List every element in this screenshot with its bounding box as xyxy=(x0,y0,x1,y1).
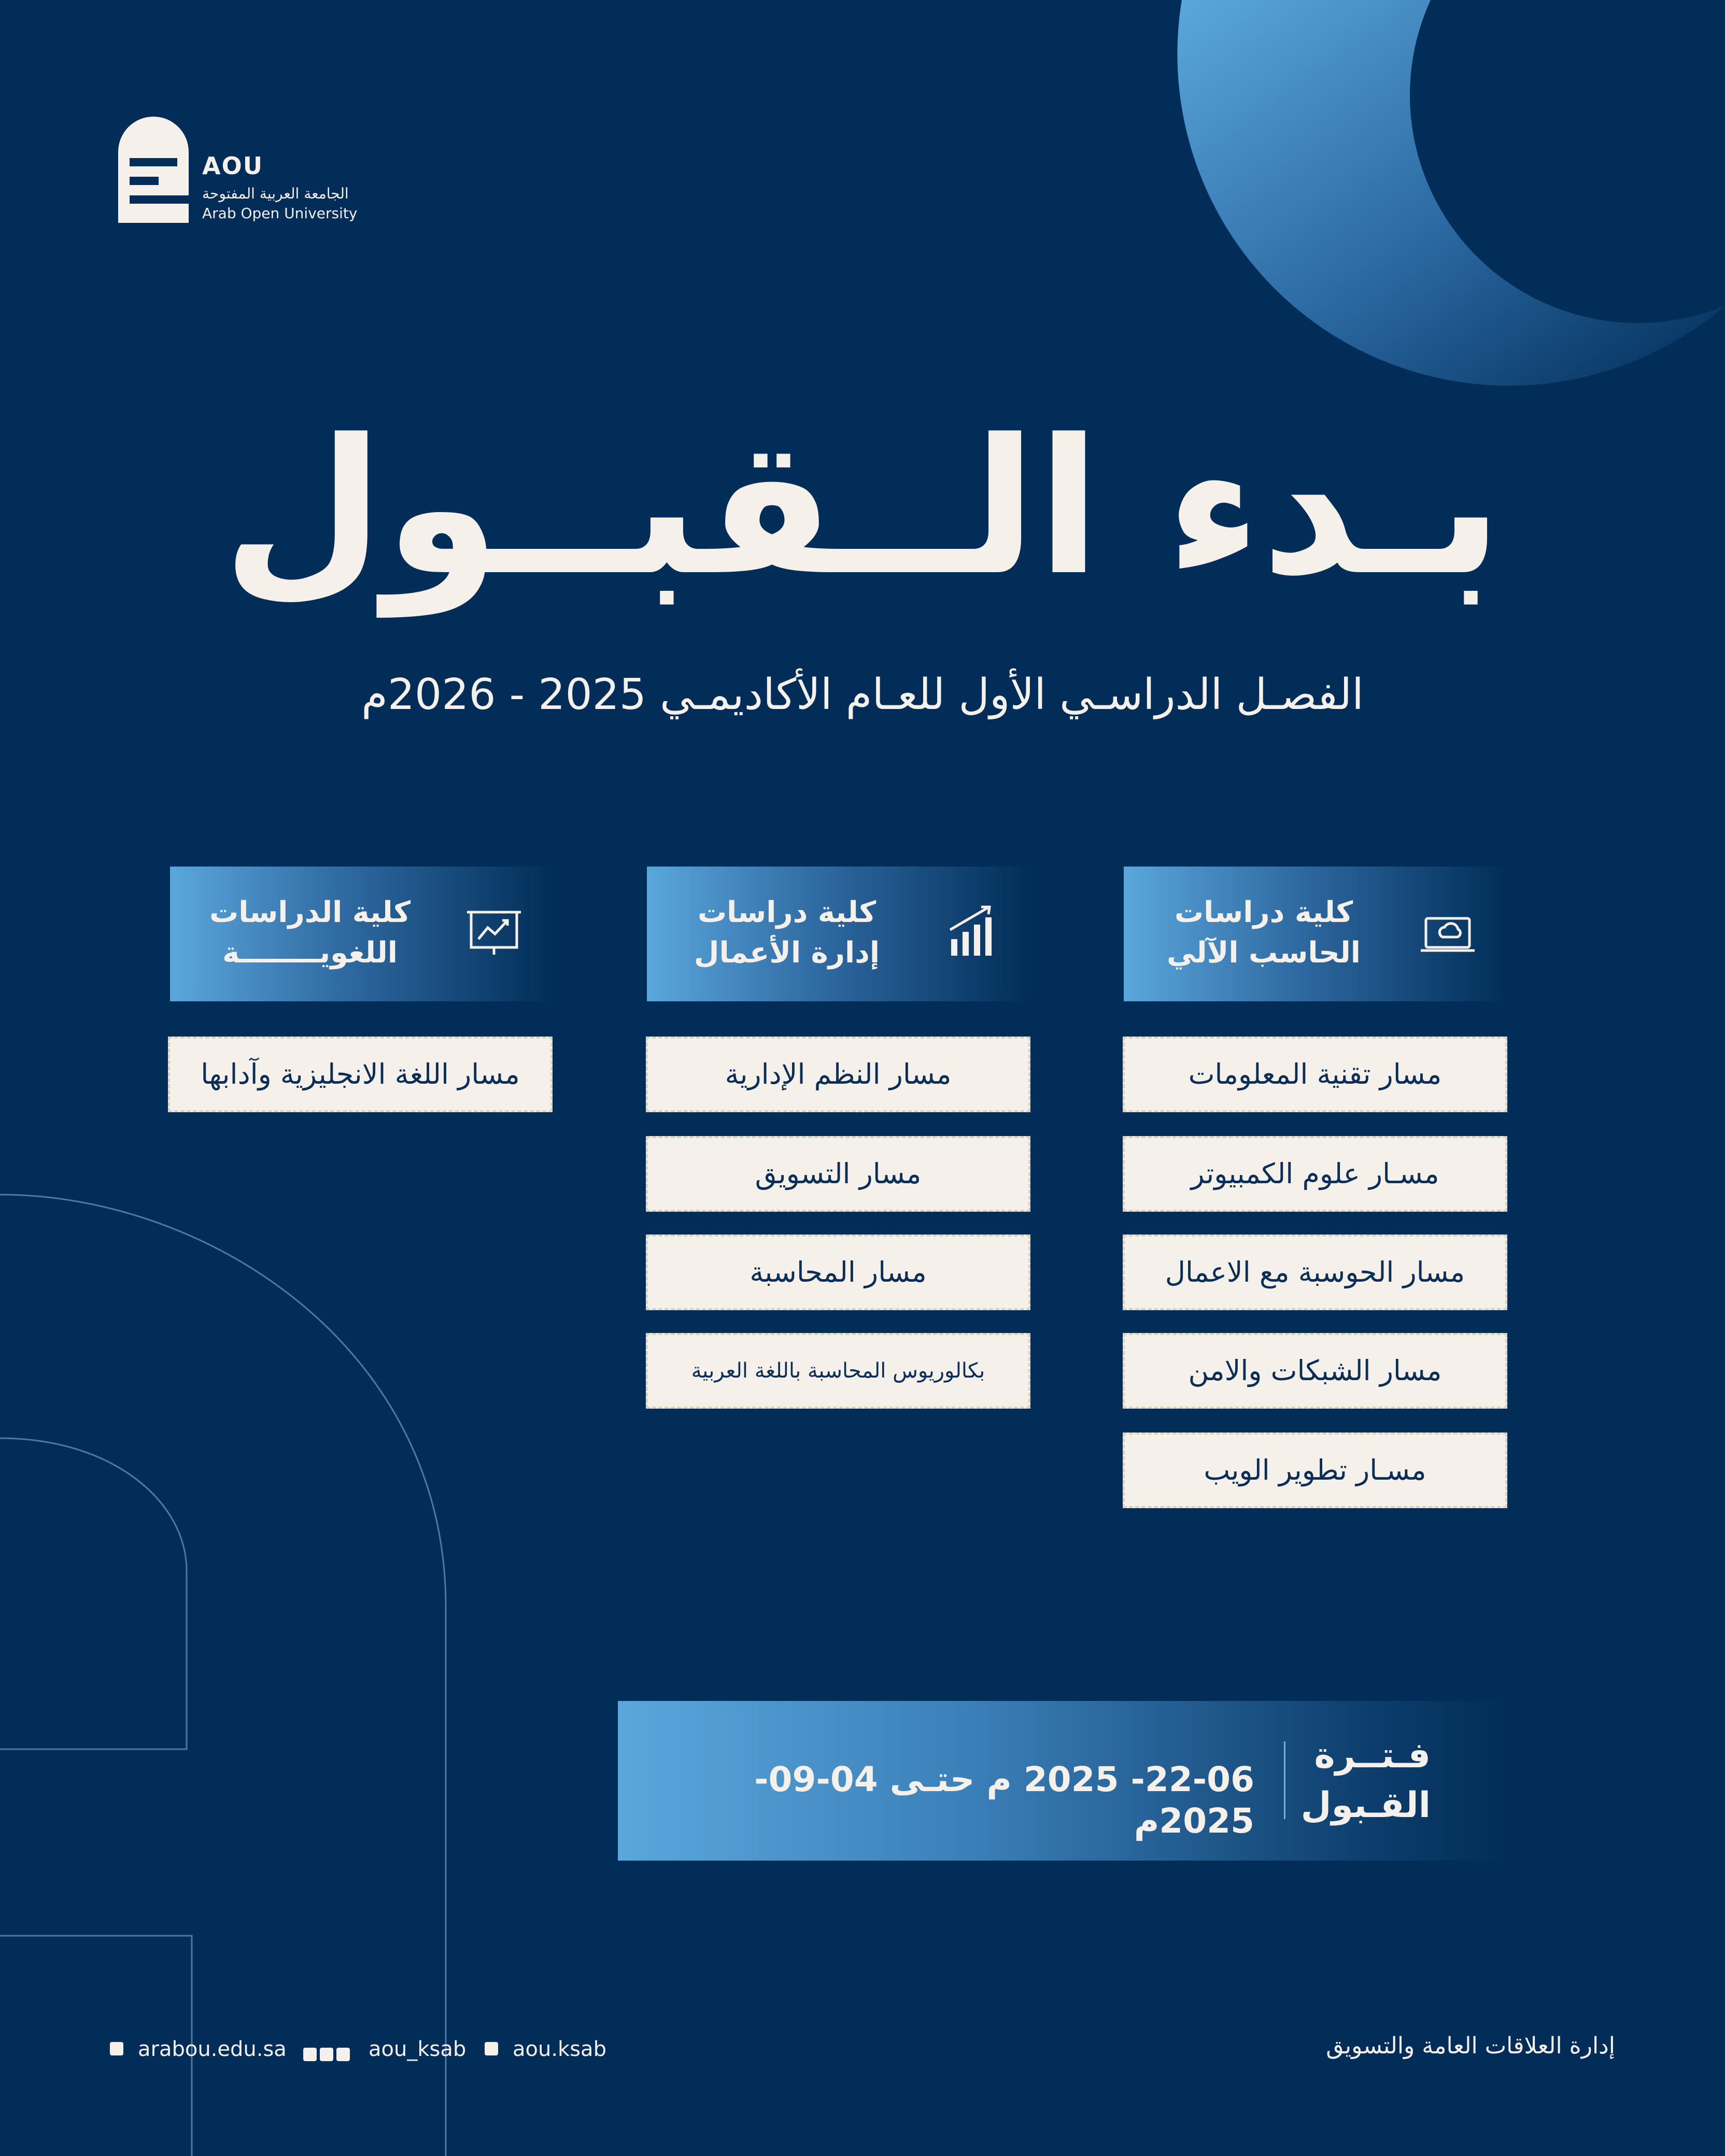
program-item: مسار التسويق xyxy=(646,1136,1030,1212)
bar-chart-icon xyxy=(940,903,1002,965)
footer-facebook[interactable] xyxy=(485,2037,606,2062)
program-item: مسار اللغة الانجليزية وآدابها xyxy=(168,1037,553,1112)
page-title: بـدء الــقبــول xyxy=(222,399,1503,616)
program-item: مسار الحوسبة مع الاعمال xyxy=(1123,1235,1507,1310)
college-computer-studies xyxy=(1124,867,1507,1001)
college-title: كلية الدراسات اللغويــــــــة xyxy=(209,896,411,970)
footer-department: إدارة العلاقات العامة والتسويق xyxy=(1326,2033,1615,2059)
program-item: مسـار علوم الكمبيوتر xyxy=(1123,1136,1507,1212)
facebook-handle-text: aou.ksab xyxy=(513,2037,606,2061)
snapchat-icon xyxy=(336,2048,350,2061)
footer-website[interactable] xyxy=(110,2037,287,2062)
logo-mark-icon xyxy=(118,117,189,223)
search-icon xyxy=(110,2042,123,2055)
footer-social[interactable] xyxy=(303,2037,466,2062)
program-item: مسـار تطوير الويب xyxy=(1123,1432,1507,1508)
ring-shape xyxy=(1177,0,1725,386)
logo-name-arabic: الجامعة العربية المفتوحة xyxy=(202,185,349,202)
program-item: مسار الشبكات والامن xyxy=(1123,1333,1507,1409)
logo-abbreviation: AOU xyxy=(202,152,264,180)
social-handle-text: aou_ksab xyxy=(369,2037,466,2061)
facebook-icon xyxy=(485,2042,498,2055)
admission-period-label: فـتــرة القـبول xyxy=(1300,1735,1431,1826)
college-title: كلية دراسات الحاسب الآلي xyxy=(1166,896,1361,970)
admission-period-dates: 22-06- 2025 م حتـى 04-09- 2025م xyxy=(754,1760,1254,1841)
program-item: بكالوريوس المحاسبة باللغة العربية xyxy=(646,1333,1030,1409)
period-divider xyxy=(1284,1741,1285,1819)
college-title: كلية دراسات إدارة الأعمال xyxy=(694,896,880,970)
program-item: مسار النظم الإدارية xyxy=(646,1037,1030,1112)
admission-period-banner xyxy=(618,1701,1508,1861)
page-subtitle: الفصـل الدراسـي الأول للعـام الأكاديمـي 2025 - 2026م xyxy=(361,670,1364,719)
presentation-board-icon xyxy=(463,903,525,965)
website-text: arabou.edu.sa xyxy=(138,2037,287,2061)
university-logo xyxy=(118,117,388,231)
college-business-studies xyxy=(647,867,1030,1001)
program-item: مسار تقنية المعلومات xyxy=(1123,1037,1507,1112)
social-icons xyxy=(303,2042,354,2055)
program-item: مسار المحاسبة xyxy=(646,1235,1030,1310)
outline-arch-large xyxy=(0,1195,446,2156)
college-language-studies xyxy=(170,867,554,1001)
outline-arch-small xyxy=(0,1438,187,1749)
x-icon xyxy=(320,2048,333,2061)
instagram-icon xyxy=(303,2048,317,2061)
laptop-cloud-icon xyxy=(1417,903,1479,965)
logo-name-english: Arab Open University xyxy=(202,205,358,222)
